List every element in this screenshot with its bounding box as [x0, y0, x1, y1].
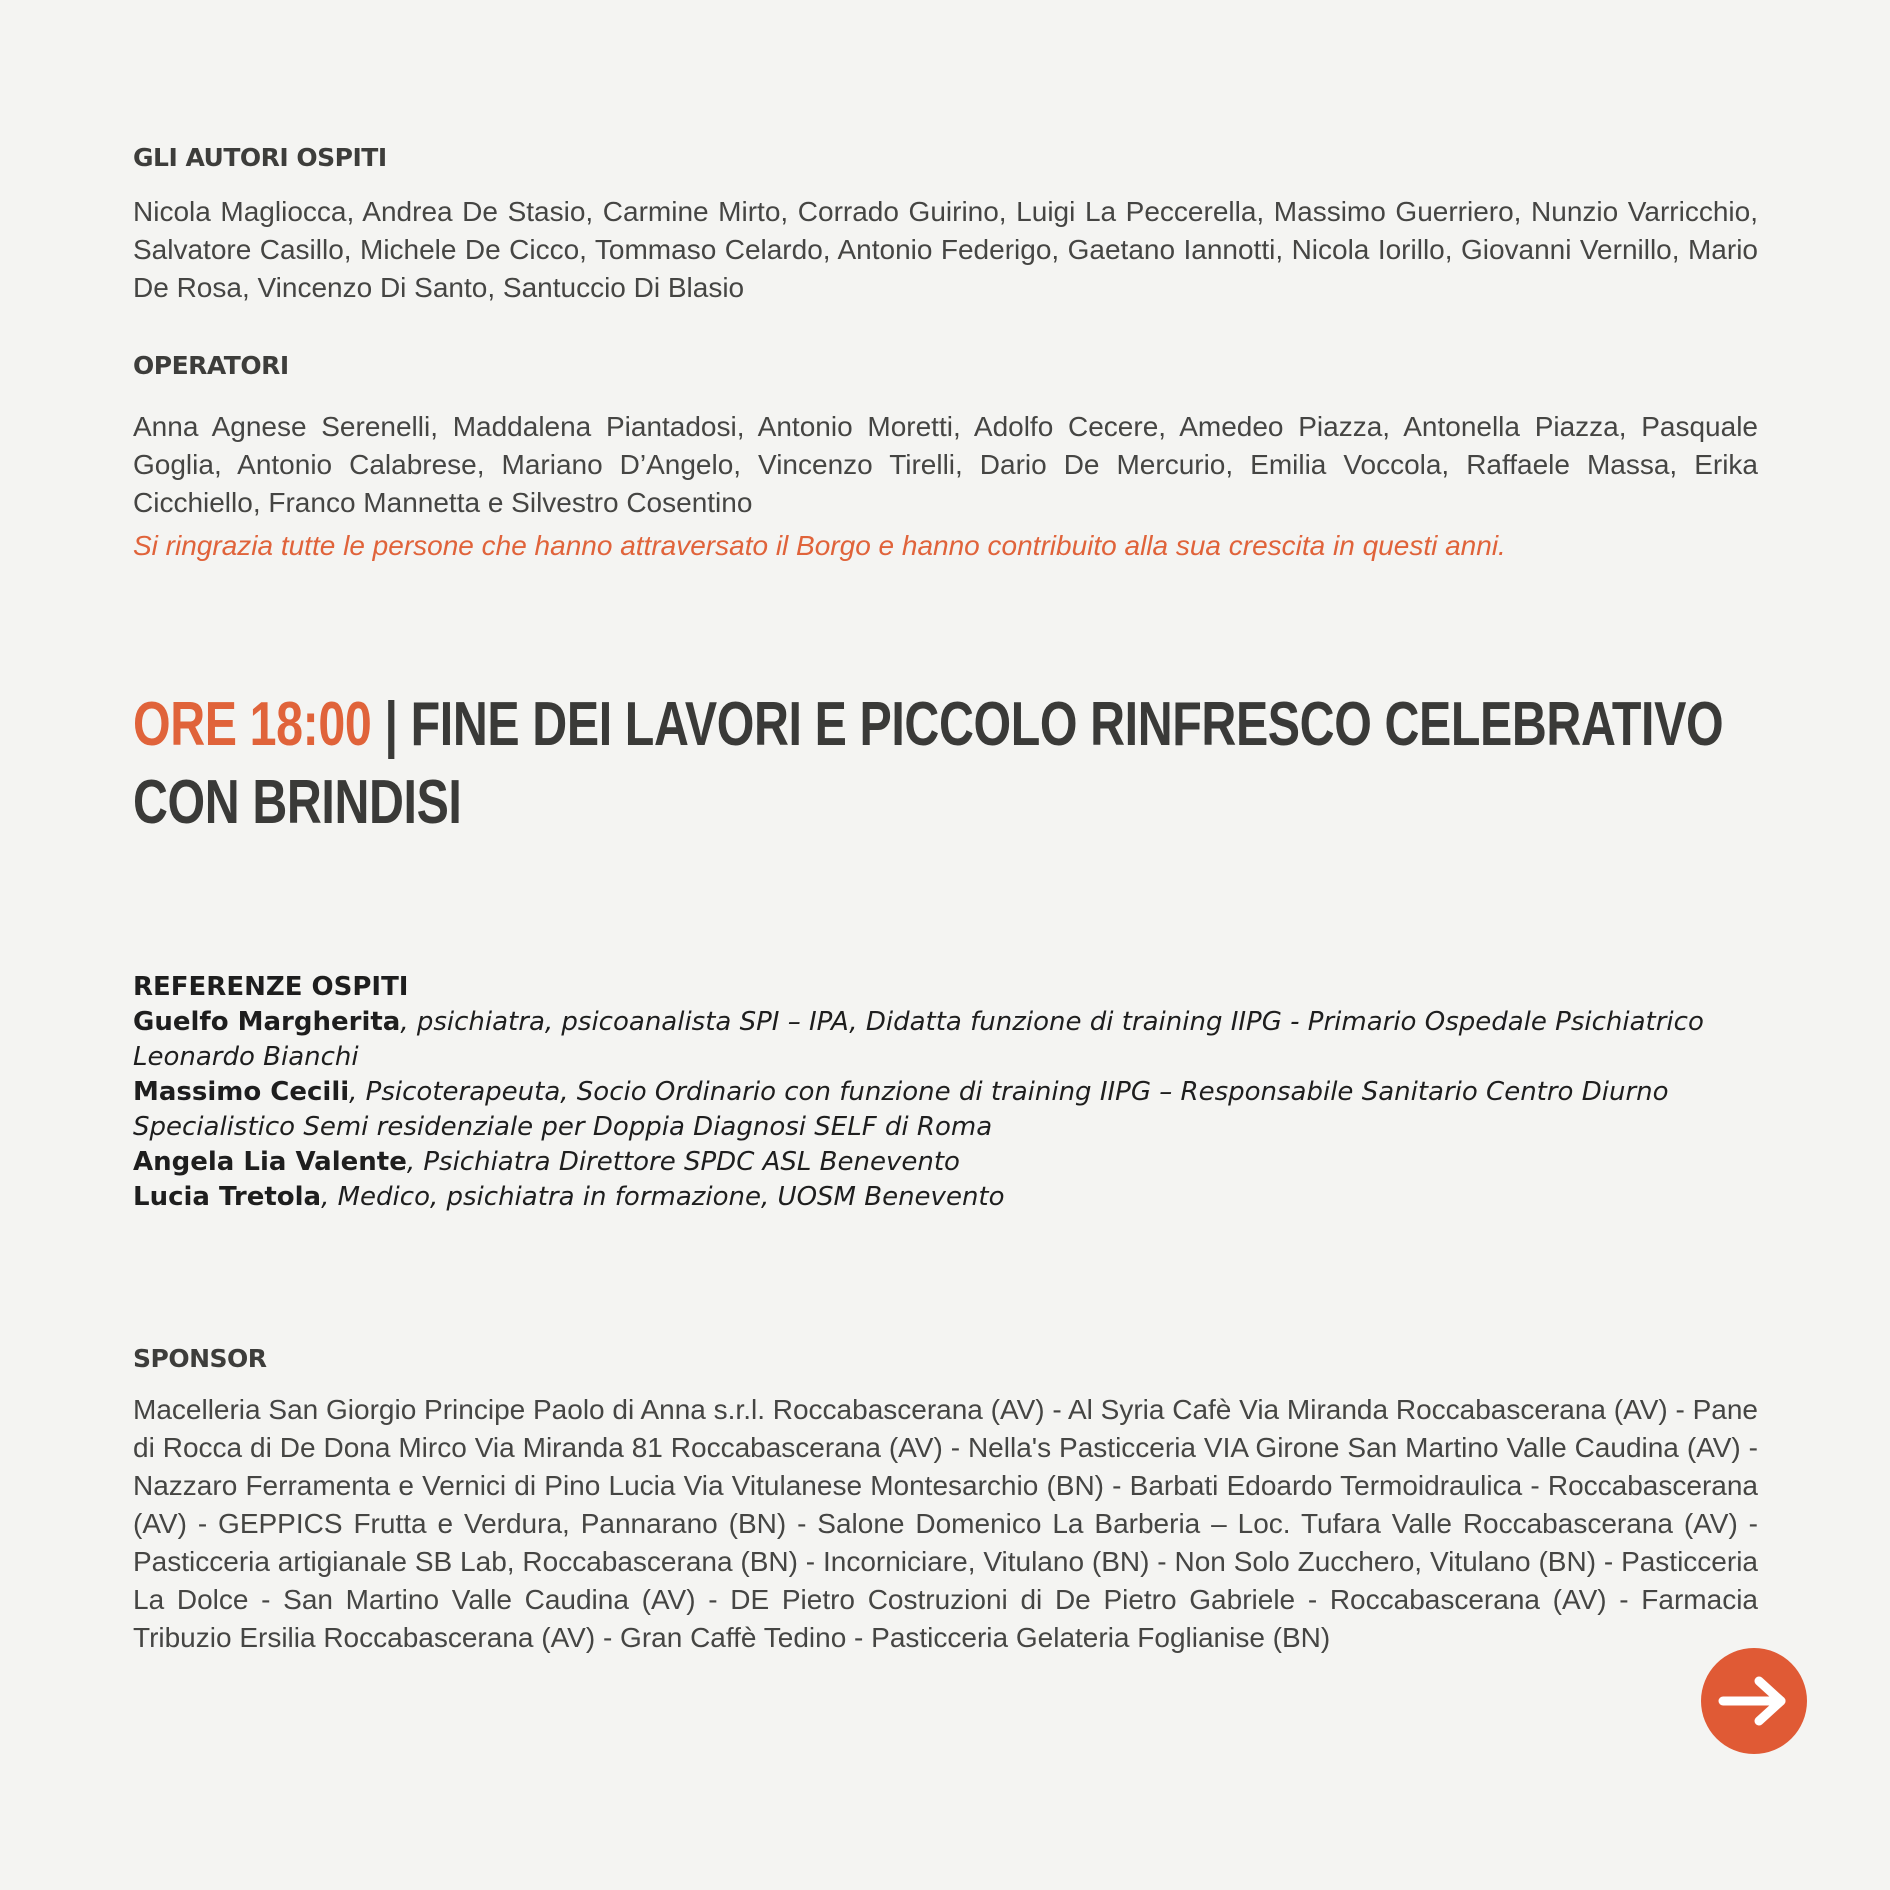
thanks-note: Si ringrazia tutte le persone che hanno attraversato il Borgo e hanno contribuito alla sua crescita in questi anni.	[133, 530, 1506, 561]
headline-time: ORE 18:00	[133, 690, 372, 759]
operators-list: Anna Agnese Serenelli, Maddalena Piantadosi, Antonio Moretti, Adolfo Cecere, Amedeo Piazza, Antonella Piazza, Pasquale Goglia, Antonio Calabrese, Mariano D’Angelo, Vincenzo Tirelli, Dario De Mercurio, Emilia Voccola, Raffaele Massa, Erika Cicchiello, Franco Mannetta e Silvestro Cosentino	[133, 411, 1758, 518]
operators-title: OPERATORI	[133, 351, 289, 380]
reference-item	[133, 1075, 1758, 1145]
references-block	[133, 970, 1758, 1215]
headline-line-1	[133, 686, 1724, 764]
reference-role: , psichiatra, psicoanalista SPI – IPA, Didatta funzione di training IIPG - Primario Ospedale Psichiatrico Leonardo Bianchi	[133, 1007, 1704, 1072]
headline-text-line-1: FINE DEI LAVORI E PICCOLO RINFRESCO CELEBRATIVO	[410, 690, 1724, 759]
references-title: REFERENZE OSPITI	[133, 972, 409, 1002]
reference-role: , Medico, psichiatra in formazione, UOSM Benevento	[321, 1182, 1005, 1212]
sponsor-list: Macelleria San Giorgio Principe Paolo di Anna s.r.l. Roccabascerana (AV) - Al Syria Cafè Via Miranda Roccabascerana (AV) - Pane di Rocca di De Dona Mirco Via Miranda 81 Roccabascerana (AV) - Nella's Pasticceria VIA Girone San Martino Valle Caudina (AV) - Nazzaro Ferramenta e Vernici di Pino Lucia Via Vitulanese Montesarchio (BN) - Barbati Edoardo Termoidraulica - Roccabascerana (AV) - GEPPICS Frutta e Verdura, Pannarano (BN) - Salone Domenico La Barberia – Loc. Tufara Valle Roccabascerana (AV) - Pasticceria artigianale SB Lab, Roccabascerana (BN) - Incorniciare, Vitulano (BN) - Non Solo Zucchero, Vitulano (BN) - Pasticceria La Dolce - San Martino Valle Caudina (AV) - DE Pietro Costruzioni di De Pietro Gabriele - Roccabascerana (AV) - Farmacia Tribuzio Ersilia Roccabascerana (AV) - Gran Caffè Tedino - Pasticceria Gelateria Foglianise (BN)	[133, 1394, 1758, 1653]
headline-separator: |	[371, 690, 411, 759]
reference-name: Guelfo Margherita	[133, 1007, 401, 1037]
next-page-button[interactable]	[1701, 1648, 1807, 1754]
reference-role: , Psicoterapeuta, Socio Ordinario con funzione di training IIPG – Responsabile Sanitario Centro Diurno Specialistico Semi residenziale per Doppia Diagnosi SELF di Roma	[133, 1077, 1669, 1142]
reference-role: , Psichiatra Direttore SPDC ASL Benevento	[406, 1147, 960, 1177]
authors-title: GLI AUTORI OSPITI	[133, 143, 387, 172]
reference-name: Massimo Cecili	[133, 1077, 350, 1107]
reference-item	[133, 1180, 1758, 1215]
reference-name: Angela Lia Valente	[133, 1147, 407, 1177]
reference-name: Lucia Tretola	[133, 1182, 322, 1212]
headline-line-2: CON BRINDISI	[133, 768, 462, 837]
authors-list: Nicola Magliocca, Andrea De Stasio, Carmine Mirto, Corrado Guirino, Luigi La Peccerella, Massimo Guerriero, Nunzio Varricchio, Salvatore Casillo, Michele De Cicco, Tommaso Celardo, Antonio Federigo, Gaetano Iannotti, Nicola Iorillo, Giovanni Vernillo, Mario De Rosa, Vincenzo Di Santo, Santuccio Di Blasio	[133, 196, 1758, 303]
closing-headline	[133, 686, 1724, 842]
reference-item	[133, 1005, 1758, 1075]
arrow-right-icon	[1717, 1675, 1791, 1727]
reference-item	[133, 1145, 1758, 1180]
sponsor-title: SPONSOR	[133, 1344, 267, 1373]
